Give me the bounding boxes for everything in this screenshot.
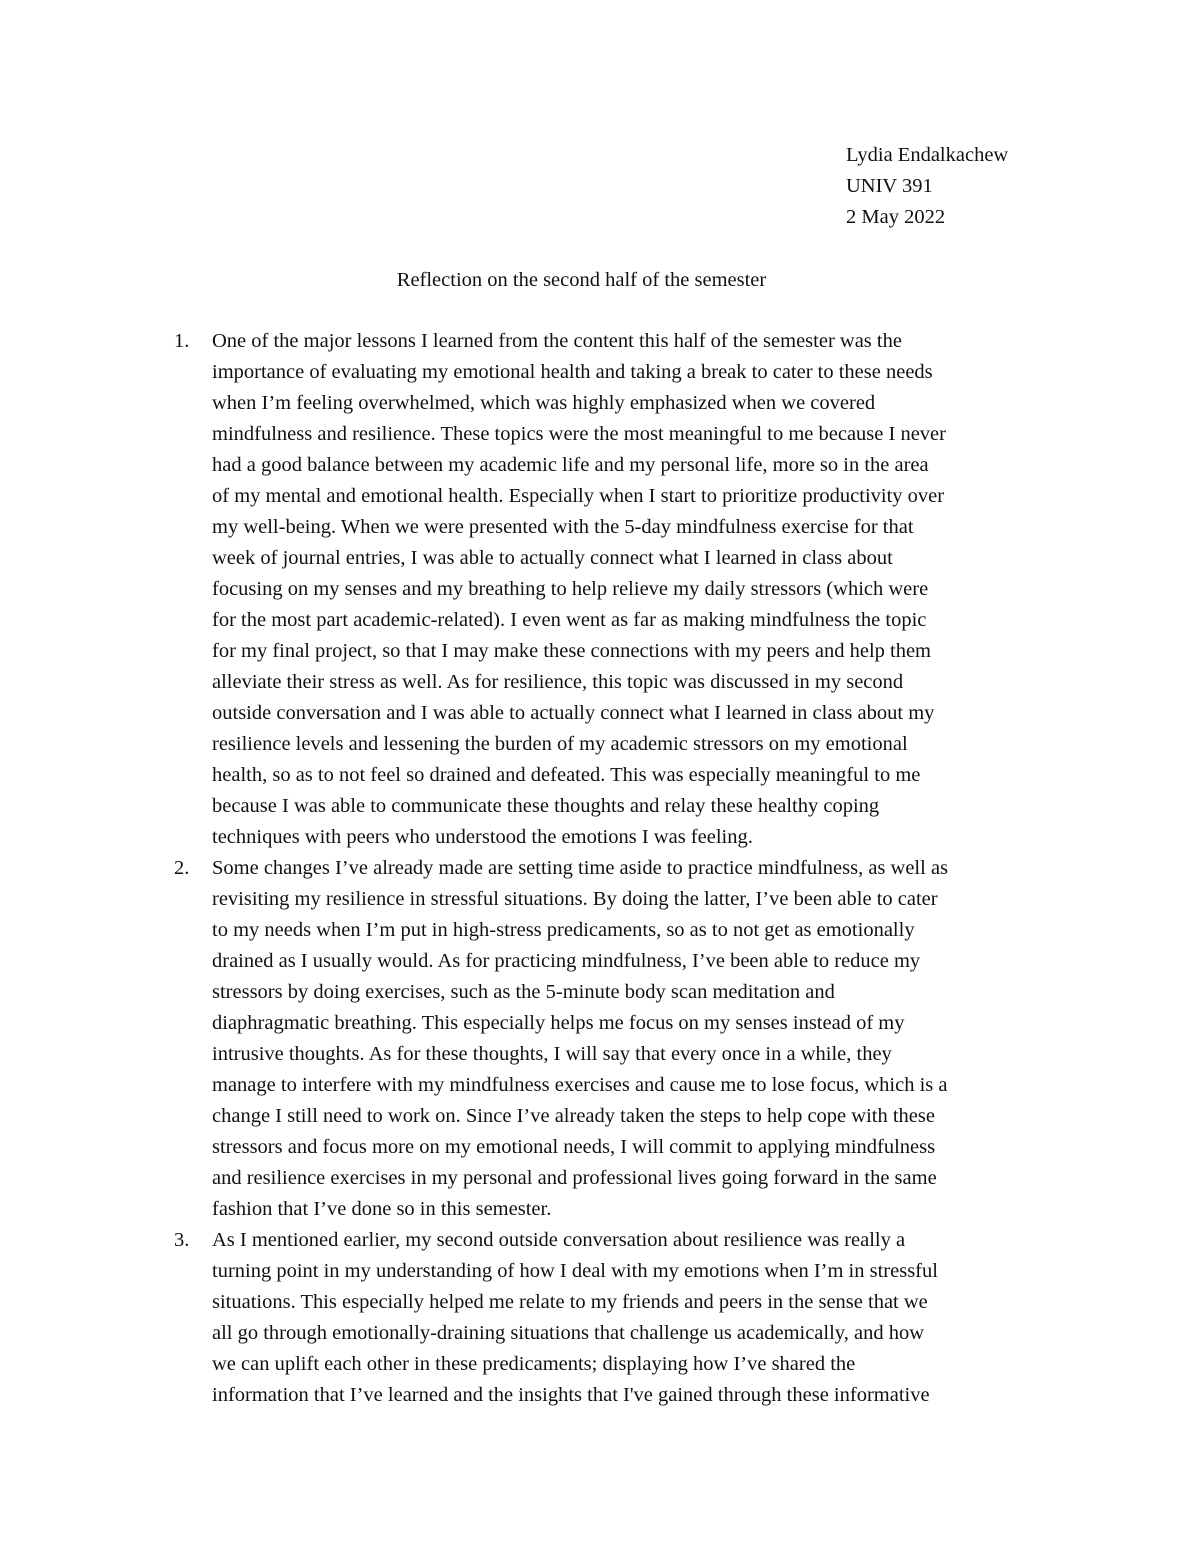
document-date: 2 May 2022 xyxy=(846,206,946,228)
answer-text-line: situations. This especially helped me relate to my friends and peers in the sense that we xyxy=(212,1291,928,1313)
answer-text-line: had a good balance between my academic life and my personal life, more so in the area xyxy=(212,454,929,476)
answer-text-line: health, so as to not feel so drained and defeated. This was especially meaningful to me xyxy=(212,764,921,786)
answer-text-line: revisiting my resilience in stressful situations. By doing the latter, I’ve been able to cater xyxy=(212,888,938,910)
course-code: UNIV 391 xyxy=(846,175,933,197)
answer-text-line: Some changes I’ve already made are setting time aside to practice mindfulness, as well as xyxy=(212,857,949,879)
answer-paragraph xyxy=(212,326,1200,853)
answer-number: 3. xyxy=(174,1229,190,1251)
answer-text-line: we can uplift each other in these predicaments; displaying how I’ve shared the xyxy=(212,1353,856,1375)
answer-text-line: for my final project, so that I may make these connections with my peers and help them xyxy=(212,640,932,662)
answer-text-line: techniques with peers who understood the emotions I was feeling. xyxy=(212,826,753,848)
author-name: Lydia Endalkachew xyxy=(846,144,1009,166)
answer-text-line: outside conversation and I was able to actually connect what I learned in class about my xyxy=(212,702,935,724)
answer-text-line: stressors by doing exercises, such as the 5-minute body scan meditation and xyxy=(212,981,835,1003)
answer-item-3 xyxy=(0,1225,1200,1411)
author-info-block xyxy=(846,140,1008,233)
answer-text-line: to my needs when I’m put in high-stress predicaments, so as to not get as emotionally xyxy=(212,919,915,941)
answer-text-line: stressors and focus more on my emotional needs, I will commit to applying mindfulness xyxy=(212,1136,936,1158)
answer-text-line: week of journal entries, I was able to actually connect what I learned in class about xyxy=(212,547,893,569)
answer-text-line: drained as I usually would. As for practicing mindfulness, I’ve been able to reduce my xyxy=(212,950,921,972)
document-title: Reflection on the second half of the semester xyxy=(396,269,767,291)
answer-text-line: As I mentioned earlier, my second outside conversation about resilience was really a xyxy=(212,1229,906,1251)
answer-text-line: because I was able to communicate these thoughts and relay these healthy coping xyxy=(212,795,880,817)
answer-item-2 xyxy=(0,853,1200,1225)
answer-text-line: my well-being. When we were presented with the 5-day mindfulness exercise for that xyxy=(212,516,914,538)
answers-list xyxy=(0,326,1200,1411)
answer-text-line: change I still need to work on. Since I’ve already taken the steps to help cope with these xyxy=(212,1105,935,1127)
answer-text-line: resilience levels and lessening the burden of my academic stressors on my emotional xyxy=(212,733,908,755)
answer-text-line: manage to interfere with my mindfulness exercises and cause me to lose focus, which is a xyxy=(212,1074,948,1096)
answer-text-line: focusing on my senses and my breathing to help relieve my daily stressors (which were xyxy=(212,578,929,600)
answer-text-line: information that I’ve learned and the insights that I've gained through these informative xyxy=(212,1384,930,1406)
answer-number: 2. xyxy=(174,857,190,879)
answer-text-line: intrusive thoughts. As for these thoughts, I will say that every once in a while, they xyxy=(212,1043,892,1065)
answer-text-line: fashion that I’ve done so in this semester. xyxy=(212,1198,552,1220)
answer-text-line: alleviate their stress as well. As for resilience, this topic was discussed in my second xyxy=(212,671,904,693)
answer-text-line: when I’m feeling overwhelmed, which was highly emphasized when we covered xyxy=(212,392,876,414)
answer-number: 1. xyxy=(174,330,190,352)
answer-paragraph xyxy=(212,853,1200,1225)
answer-text-line: all go through emotionally-draining situations that challenge us academically, and how xyxy=(212,1322,924,1344)
answer-text-line: mindfulness and resilience. These topics were the most meaningful to me because I never xyxy=(212,423,946,445)
answer-text-line: One of the major lessons I learned from the content this half of the semester was the xyxy=(212,330,902,352)
answer-text-line: of my mental and emotional health. Especially when I start to prioritize productivity over xyxy=(212,485,945,507)
answer-item-1 xyxy=(0,326,1200,853)
answer-text-line: importance of evaluating my emotional health and taking a break to cater to these needs xyxy=(212,361,933,383)
answer-text-line: turning point in my understanding of how I deal with my emotions when I’m in stressful xyxy=(212,1260,938,1282)
answer-text-line: and resilience exercises in my personal and professional lives going forward in the same xyxy=(212,1167,937,1189)
answer-text-line: for the most part academic-related). I even went as far as making mindfulness the topic xyxy=(212,609,927,631)
answer-text-line: diaphragmatic breathing. This especially helps me focus on my senses instead of my xyxy=(212,1012,905,1034)
answer-paragraph xyxy=(212,1225,1200,1411)
